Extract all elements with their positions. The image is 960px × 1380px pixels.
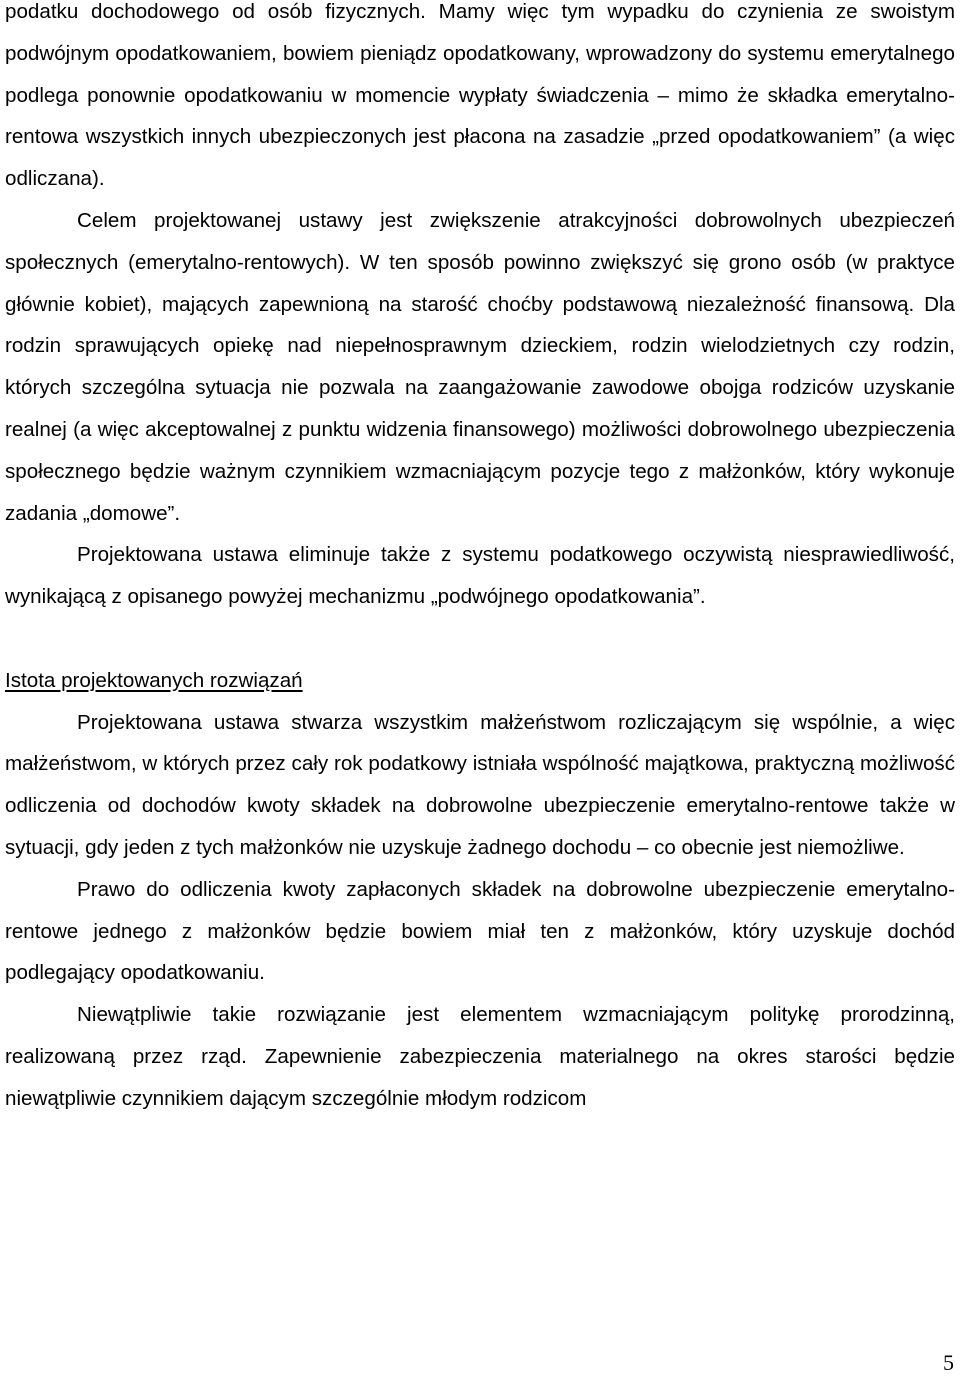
section-heading-text: Istota projektowanych rozwiązań — [5, 668, 303, 692]
paragraph-2: Celem projektowanej ustawy jest zwiększenie atrakcyjności dobrowolnych ubezpieczeń społecznych (emerytalno-rentowych). W ten sposób powinno zwiększyć się grono osób (w praktyce głównie kobiet), mających zapewnioną na starość choćby podstawową niezależność finansową. Dla rodzin sprawujących opiekę nad niepełnosprawnym dzieckiem, rodzin wielodzietnych czy rodzin, których szczególna sytuacja nie pozwala na zaangażowanie zawodowe obojga rodziców uzyskanie realnej (a więc akceptowalnej z punktu widzenia finansowego) możliwości dobrowolnego ubezpieczenia społecznego będzie ważnym czynnikiem wzmacniającym pozycje tego z małżonków, który wykonuje zadania „domowe”. — [5, 208, 955, 525]
paragraph-1: podatku dochodowego od osób fizycznych. Mamy więc tym wypadku do czynienia ze swoistym podwójnym opodatkowaniem, bowiem pieniądz opodatkowany, wprowadzony do systemu emerytalnego podlega ponownie opodatkowaniu w momencie wypłaty świadczenia – mimo że składka emerytalno-rentowa wszystkich innych ubezpieczonych jest płacona na zasadzie „przed opodatkowaniem” (a więc odliczana). — [5, 0, 955, 191]
paragraph-6: Niewątpliwie takie rozwiązanie jest elementem wzmacniającym politykę prorodzinną, realizowaną przez rząd. Zapewnienie zabezpieczenia materialnego na okres starości będzie niewątpliwie czynnikiem dającym szczególnie młodym rodzicom — [5, 1003, 955, 1110]
paragraph-3: Projektowana ustawa eliminuje także z systemu podatkowego oczywistą niesprawiedliwość, wynikającą z opisanego powyżej mechanizmu „podwójnego opodatkowania”. — [5, 543, 955, 609]
document-body — [5, 0, 955, 1120]
section-heading — [5, 660, 955, 702]
paragraph-4: Projektowana ustawa stwarza wszystkim małżeństwom rozliczającym się wspólnie, a więc małżeństwom, w których przez cały rok podatkowy istniała wspólność majątkowa, praktyczną możliwość odliczenia od dochodów kwoty składek na dobrowolne ubezpieczenie emerytalno-rentowe także w sytuacji, gdy jeden z tych małżonków nie uzyskuje żadnego dochodu – co obecnie jest niemożliwe. — [5, 710, 955, 859]
paragraph-5: Prawo do odliczenia kwoty zapłaconych składek na dobrowolne ubezpieczenie emerytalno-rentowe jednego z małżonków będzie bowiem miał ten z małżonków, który uzyskuje dochód podlegający opodatkowaniu. — [5, 877, 955, 985]
page-number: 5 — [943, 1350, 954, 1375]
